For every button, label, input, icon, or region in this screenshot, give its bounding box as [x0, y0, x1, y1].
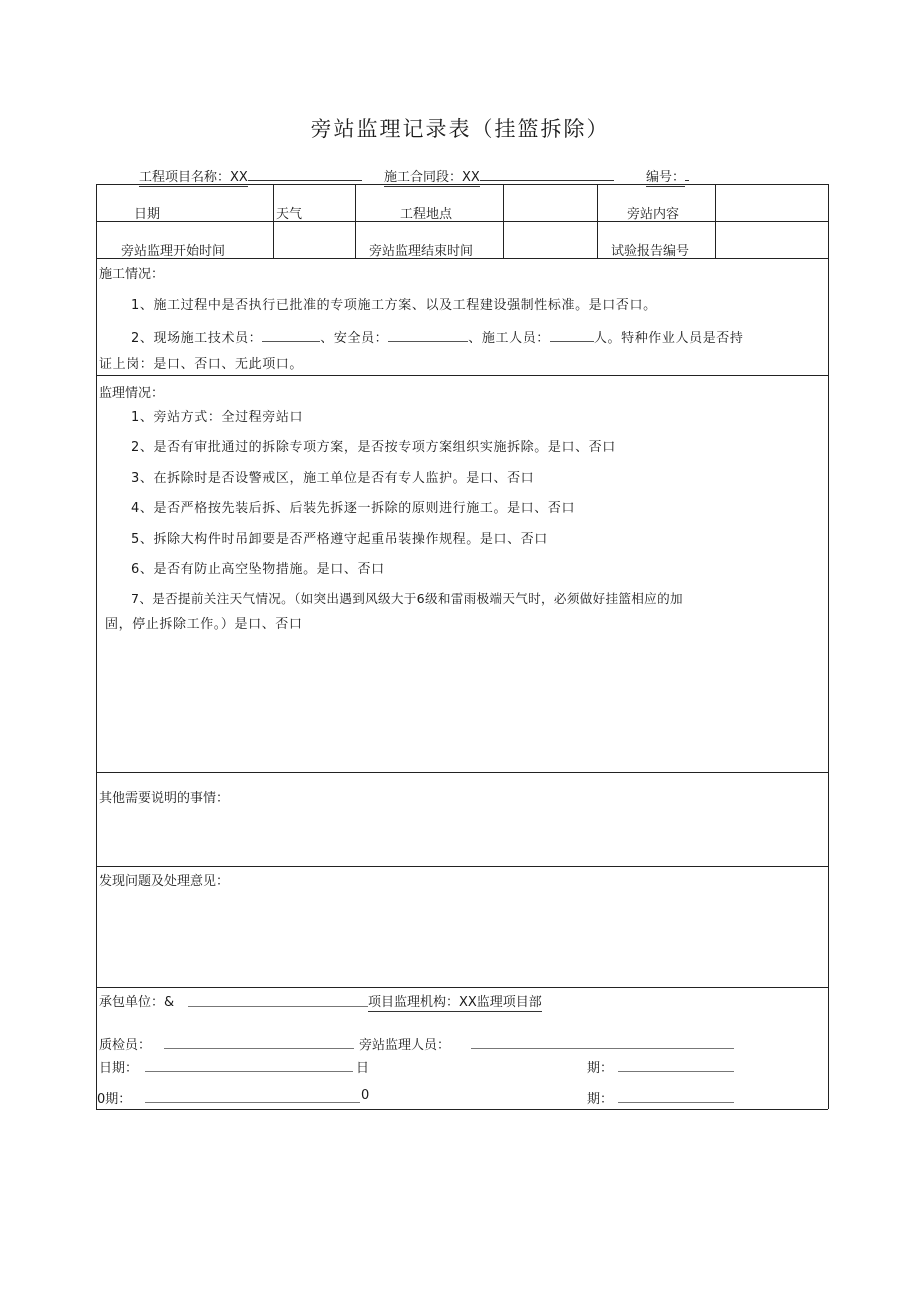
supervision-item: 6、是否有防止高空坠物措施。是口、否口: [131, 562, 385, 577]
column-divider: [355, 184, 356, 258]
date-header: 日期: [134, 207, 161, 222]
column-divider: [597, 184, 598, 258]
date-label-left-2: 0期：: [97, 1092, 132, 1107]
inspector-label: 质检员：: [99, 1038, 152, 1053]
column-divider: [715, 184, 716, 258]
report-number-header: 试验报告编号: [611, 244, 690, 259]
supervision-section-title: 监理情况：: [99, 386, 165, 401]
construction-item-2-cont: 证上岗：是口、否口、无此项口。: [99, 357, 304, 372]
date-label-left: 日期：: [99, 1061, 139, 1076]
end-time-header: 旁站监理结束时间: [369, 244, 474, 259]
project-name-label: 工程项目名称：XX: [139, 166, 362, 185]
supervision-item: 3、在拆除时是否设警戒区，施工单位是否有专人监护。是口、否口: [131, 471, 535, 486]
ri-label: 日: [356, 1061, 370, 1076]
start-time-header: 旁站监理开始时间: [121, 244, 226, 259]
other-notes-title: 其他需要说明的事情：: [99, 791, 230, 806]
onsite-supervisor-signature-line[interactable]: [471, 1048, 734, 1049]
supervision-item: 4、是否严格按先装后拆、后装先拆逐一拆除的原则进行施工。是口、否口: [131, 501, 576, 516]
date-line-right-2[interactable]: [618, 1102, 734, 1103]
supervision-item: 1、旁站方式：全过程旁站口: [131, 410, 304, 425]
date-line-right[interactable]: [618, 1071, 734, 1072]
column-divider: [273, 184, 274, 258]
date-line-left[interactable]: [145, 1071, 353, 1072]
content-header: 旁站内容: [627, 207, 680, 222]
zero-label: 0: [361, 1088, 370, 1103]
number-label: 编号：: [646, 166, 689, 185]
table-right-border: [828, 184, 829, 1109]
construction-section-title: 施工情况：: [99, 267, 165, 282]
table-bottom-border: [96, 1109, 828, 1110]
contractor-signature-line[interactable]: [188, 1006, 368, 1007]
issues-title: 发现问题及处理意见：: [99, 874, 230, 889]
page-title: 旁站监理记录表（挂篮拆除）: [310, 117, 610, 141]
supervision-item: 2、是否有审批通过的拆除专项方案，是否按专项方案组织实施拆除。是口、否口: [131, 440, 616, 455]
column-divider: [503, 184, 504, 258]
date-label-right: 期：: [587, 1061, 614, 1076]
inspector-signature-line[interactable]: [164, 1048, 354, 1049]
workers-blank[interactable]: [550, 329, 594, 342]
safety-officer-blank[interactable]: [388, 329, 468, 342]
section-divider: [96, 375, 828, 376]
construction-item-2: 2、现场施工技术员： 、安全员： 、施工人员： 人。特种作业人员是否持: [131, 331, 744, 346]
construction-item-1: 1、施工过程中是否执行已批准的专项施工方案、以及工程建设强制性标准。是口否口。: [131, 298, 657, 313]
date-line-left-2[interactable]: [145, 1102, 360, 1103]
row-divider: [96, 221, 828, 222]
supervision-item-cont: 固，停止拆除工作。）是口、否口: [105, 617, 303, 632]
table-left-border: [96, 184, 97, 1109]
supervision-item: 5、拆除大构件时吊卸要是否严格遵守起重吊装操作规程。是口、否口: [131, 532, 548, 547]
section-divider: [96, 866, 828, 867]
technician-blank[interactable]: [262, 329, 320, 342]
date-label-right-2: 期：: [587, 1092, 614, 1107]
contractor-label: 承包单位：&: [99, 995, 175, 1010]
supervisor-org-label: 项目监理机构：XX监理项目部: [368, 995, 542, 1010]
supervision-item: 7、是否提前关注天气情况。（如突出遇到风级大于6级和雷雨极端天气时，必须做好挂篮相应的加: [131, 591, 683, 606]
section-divider: [96, 772, 828, 773]
onsite-supervisor-label: 旁站监理人员：: [359, 1038, 451, 1053]
location-header: 工程地点: [400, 207, 453, 222]
section-divider: [96, 987, 828, 988]
table-top-border: [96, 184, 828, 185]
weather-header: 天气: [276, 207, 303, 222]
contract-section-label: 施工合同段：XX: [384, 166, 614, 185]
